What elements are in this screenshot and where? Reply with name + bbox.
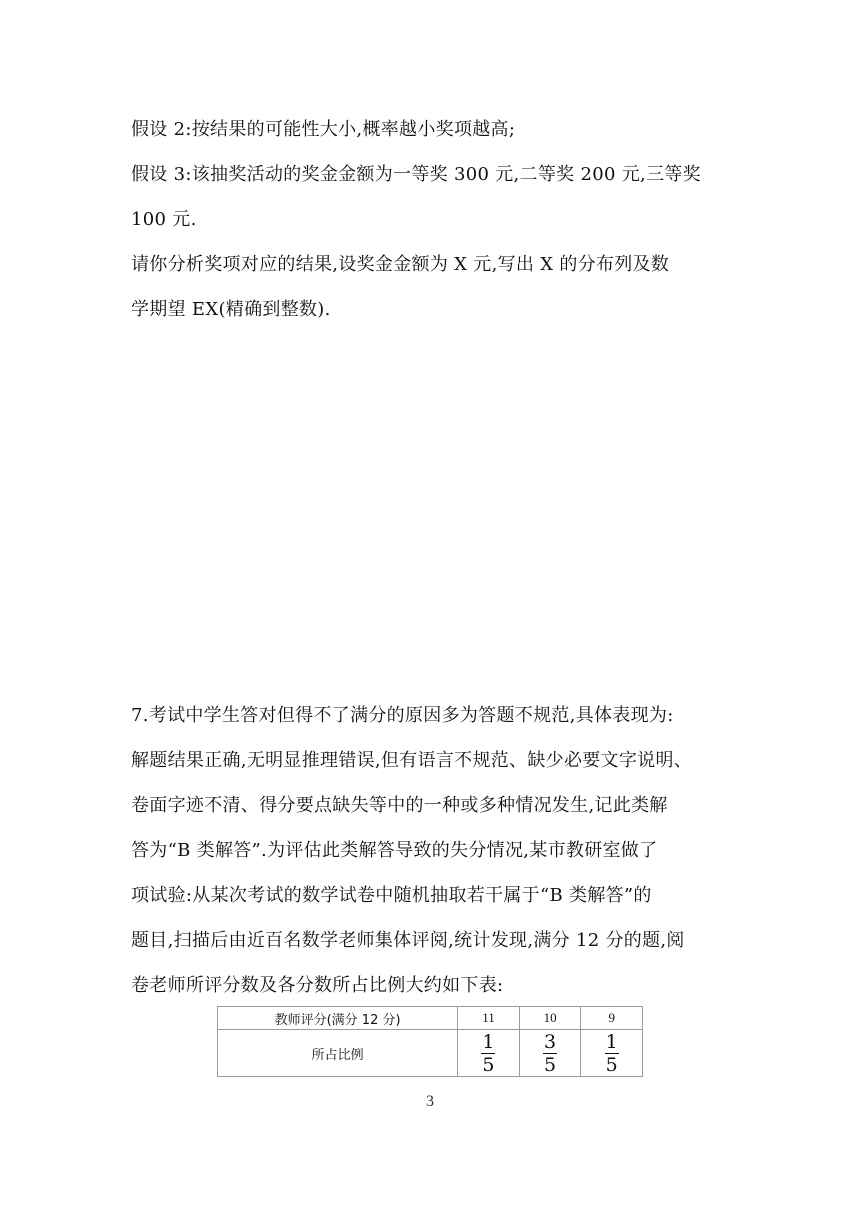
table-row-scores xyxy=(218,1007,643,1030)
fraction xyxy=(543,1032,557,1075)
fraction-denominator: 5 xyxy=(544,1053,557,1076)
score-cell-10: 10 xyxy=(519,1007,581,1030)
page-number: 3 xyxy=(426,1093,434,1110)
assumption-2-line: 假设 2:按结果的可能性大小,概率越小奖项越高; xyxy=(131,119,516,140)
problem-7-line-3: 卷面字迹不清、得分要点缺失等中的一种或多种情况发生,记此类解 xyxy=(131,795,668,816)
problem-7-line-4: 答为“B 类解答”.为评估此类解答导致的失分情况,某市教研室做了 xyxy=(131,840,658,861)
fraction-denominator: 5 xyxy=(605,1053,618,1076)
score-header-cell: 教师评分(满分 12 分) xyxy=(218,1007,458,1030)
problem-7-line-2: 解题结果正确,无明显推理错误,但有语言不规范、缺少必要文字说明、 xyxy=(131,750,693,771)
fraction xyxy=(481,1032,495,1075)
fraction-denominator: 5 xyxy=(482,1053,495,1076)
assumption-3-continued: 100 元. xyxy=(131,209,197,230)
proportion-header-cell: 所占比例 xyxy=(218,1030,458,1077)
assumption-3-line: 假设 3:该抽奖活动的奖金金额为一等奖 300 元,二等奖 200 元,三等奖 xyxy=(131,164,701,185)
question-line-2: 学期望 EX(精确到整数). xyxy=(131,299,331,320)
proportion-cell-3 xyxy=(581,1030,643,1077)
fraction xyxy=(605,1032,619,1075)
fraction-numerator: 1 xyxy=(482,1030,495,1053)
score-cell-9: 9 xyxy=(581,1007,643,1030)
proportion-cell-1 xyxy=(458,1030,520,1077)
proportion-cell-2 xyxy=(519,1030,581,1077)
problem-7-line-1: 7.考试中学生答对但得不了满分的原因多为答题不规范,具体表现为: xyxy=(131,705,674,726)
problem-7-line-5: 项试验:从某次考试的数学试卷中随机抽取若干属于“B 类解答”的 xyxy=(131,885,652,906)
question-line-1: 请你分析奖项对应的结果,设奖金金额为 X 元,写出 X 的分布列及数 xyxy=(131,254,670,275)
problem-7-line-6: 题目,扫描后由近百名数学老师集体评阅,统计发现,满分 12 分的题,阅 xyxy=(131,930,685,951)
fraction-numerator: 3 xyxy=(544,1030,557,1053)
problem-7-line-7: 卷老师所评分数及各分数所占比例大约如下表: xyxy=(131,975,504,996)
fraction-numerator: 1 xyxy=(605,1030,618,1053)
table-row-proportions xyxy=(218,1030,643,1077)
score-proportion-table xyxy=(217,1006,643,1077)
score-cell-11: 11 xyxy=(458,1007,520,1030)
